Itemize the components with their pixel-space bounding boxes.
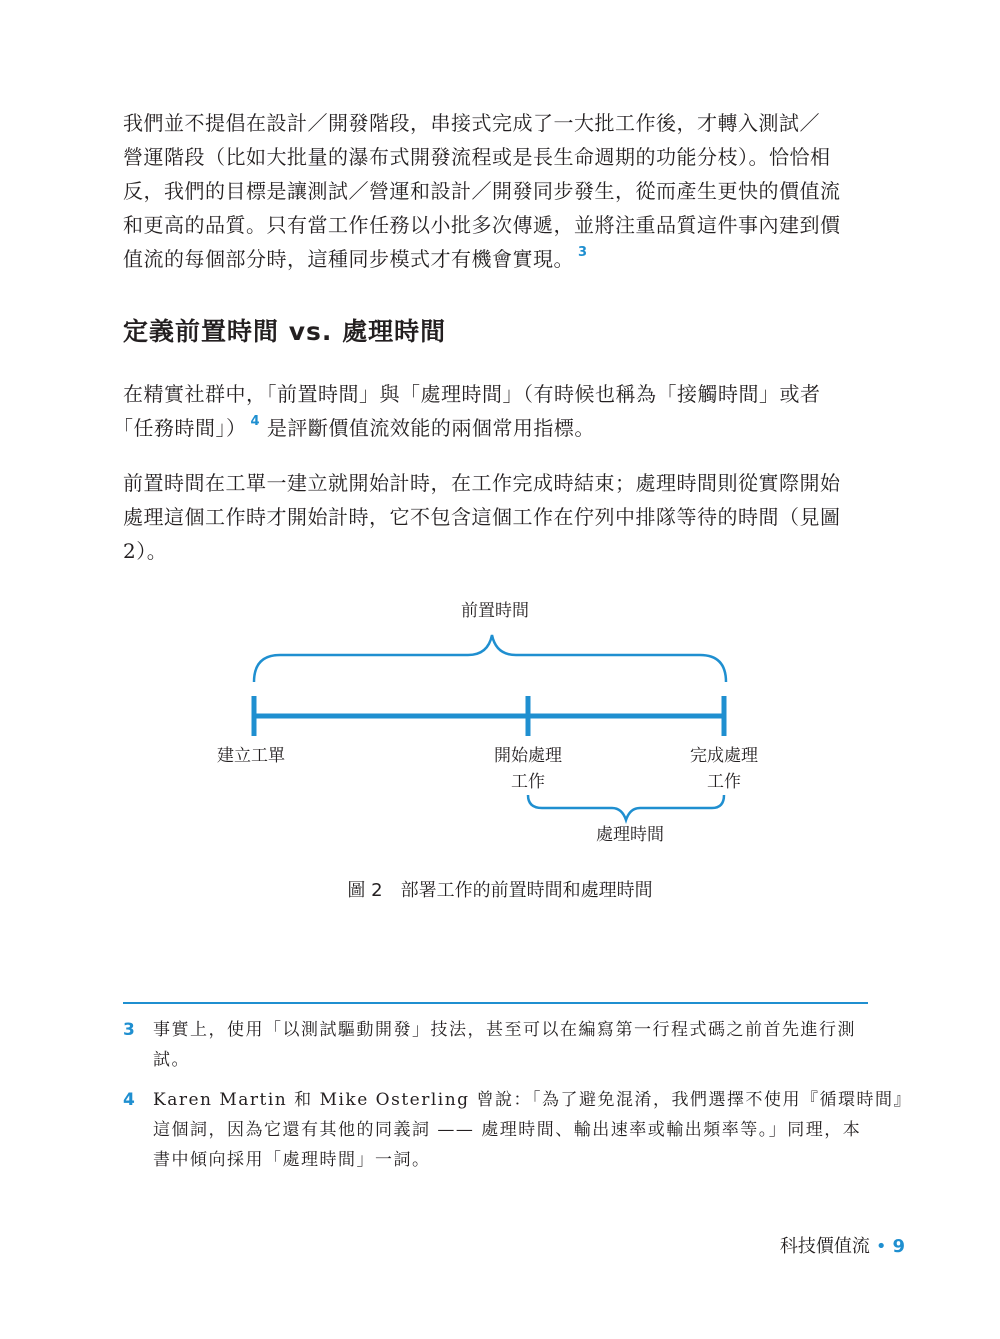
intro-line-5-text: 值流的每個部分時，這種同步模式才有機會實現。 [123, 247, 574, 271]
footer-separator: • [875, 1236, 887, 1257]
p2-line-2b: 是評斷價值流效能的兩個常用指標。 [266, 416, 595, 440]
intro-line-1: 我們並不提倡在設計／開發階段，串接式完成了一大批工作後，才轉入測試／ [123, 111, 820, 135]
intro-line-4: 和更高的品質。只有當工作任務以小批多次傳遞，並將注重品質這件事內建到價 [123, 213, 841, 237]
process-time-brace [528, 795, 724, 820]
caption-number: 圖 2 [347, 880, 383, 901]
lead-time-brace [254, 635, 726, 682]
footnote-ref-3[interactable]: 3 [578, 245, 588, 260]
p2-line-2a: 「任務時間」） [113, 416, 247, 440]
intro-line-3: 反，我們的目標是讓測試／營運和設計／開發同步發生，從而產生更快的價值流 [123, 179, 841, 203]
footnote-4-line-3: 書中傾向採用「處理時間」一詞。 [153, 1150, 431, 1170]
start-work-label-line-1: 開始處理 [494, 746, 562, 766]
intro-line-2: 營運階段（比如大批量的瀑布式開發流程或是長生命週期的功能分枝）。恰恰相 [123, 145, 831, 169]
footnote-4 [123, 1085, 912, 1175]
footnote-4-number: 4 [123, 1090, 137, 1110]
ticket-created-label: 建立工單 [217, 746, 285, 766]
p3-line-1: 前置時間在工單一建立就開始計時，在工作完成時結束；處理時間則從實際開始 [123, 471, 841, 495]
p3-line-2: 處理這個工作時才開始計時，它不包含這個工作在佇列中排隊等待的時間（見圖 [123, 505, 841, 529]
footnote-3 [123, 1015, 868, 1075]
page-footer [780, 1232, 905, 1258]
footnote-3-line-1: 事實上，使用「以測試驅動開發」技法，甚至可以在編寫第一行程式碼之前首先進行測 [153, 1020, 856, 1040]
footnote-3-line-2: 試。 [153, 1050, 190, 1070]
p2-line-1: 在精實社群中，「前置時間」與「處理時間」（有時候也稱為「接觸時間」或者 [123, 382, 821, 406]
footnote-ref-4[interactable]: 4 [250, 414, 261, 429]
finish-work-label-line-1: 完成處理 [690, 746, 758, 766]
page-number: 9 [892, 1236, 905, 1257]
footnote-4-line-2: 這個詞，因為它還有其他的同義詞 —— 處理時間、輸出速率或輸出頻率等。」同理，本 [153, 1120, 862, 1140]
footnote-4-line-1: Karen Martin 和 Mike Osterling 曾說：「為了避免混淆，我們選擇不使用『循環時間』 [153, 1090, 912, 1110]
finish-work-label [684, 743, 764, 795]
book-title: 科技價值流 [779, 1236, 870, 1257]
start-work-label-line-2: 工作 [511, 772, 545, 792]
finish-work-label-line-2: 工作 [707, 772, 741, 792]
process-time-label: 處理時間 [596, 825, 664, 845]
p3-line-3: 2）。 [123, 539, 168, 563]
section-heading: 定義前置時間 vs. 處理時間 [123, 317, 447, 346]
start-work-label [488, 743, 568, 795]
lead-time-label: 前置時間 [461, 601, 529, 621]
footnote-divider [123, 1002, 868, 1004]
footnote-3-number: 3 [123, 1020, 137, 1040]
figure-caption [0, 876, 1000, 902]
caption-text: 部署工作的前置時間和處理時間 [400, 880, 653, 901]
